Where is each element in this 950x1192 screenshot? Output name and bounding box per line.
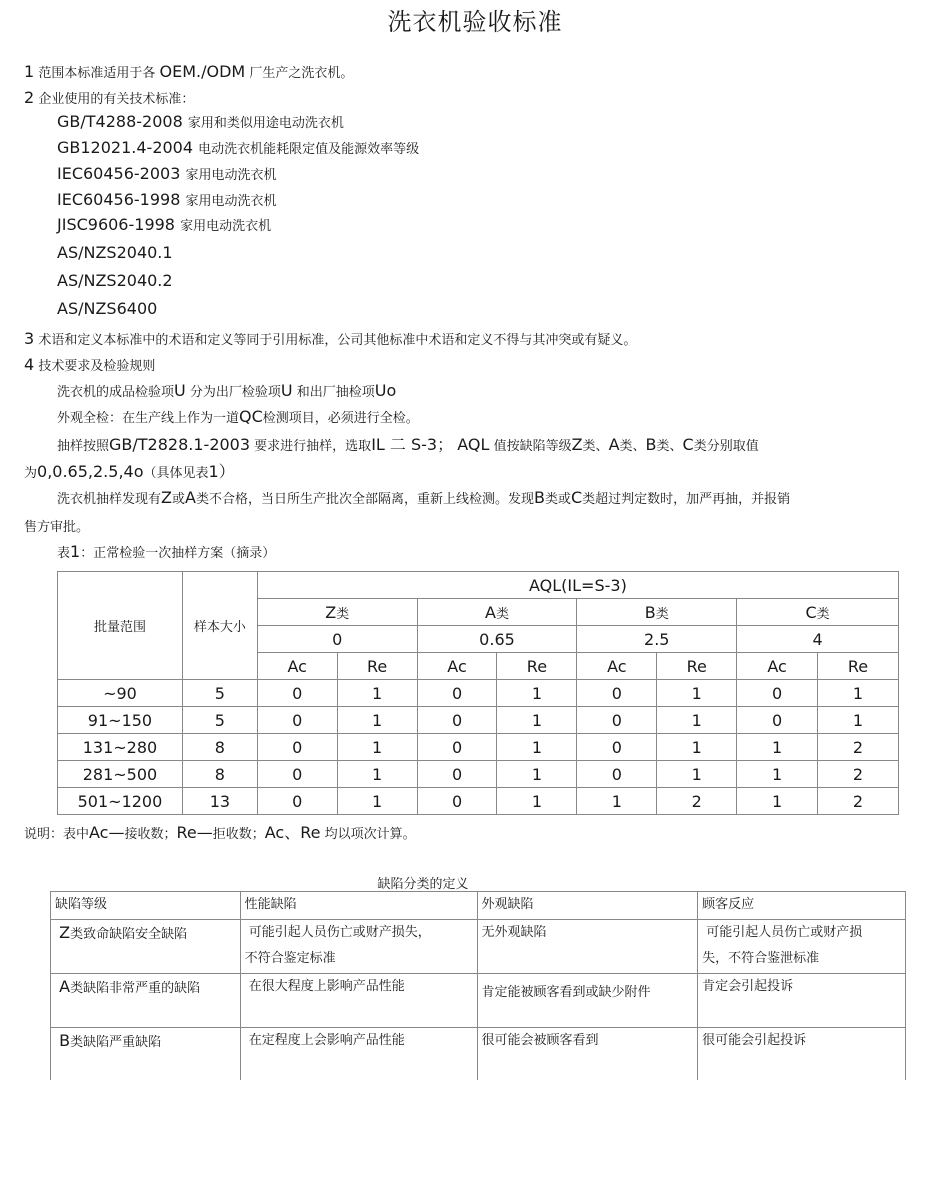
section-4-text: 技术要求及检验规则 — [38, 359, 156, 374]
sample-size: 5 — [182, 707, 257, 734]
cell: 2 — [657, 788, 737, 815]
text-fragment: 失，不符合鉴泄标准 — [702, 951, 820, 966]
ac-header: Ac — [577, 653, 657, 680]
performance-defect — [240, 920, 477, 974]
cell: 1 — [337, 761, 417, 788]
text-fragment: ） — [218, 462, 235, 481]
text-fragment: 在很大程度上影响产品性能 — [244, 979, 405, 994]
standard-code: GB/T4288-2008 — [57, 112, 183, 131]
sampling-paragraph-line-1 — [57, 432, 759, 455]
standard-code: IEC60456-1998 — [57, 190, 181, 209]
text-fragment: 接收数； — [124, 827, 177, 842]
text-fragment: 拒收数； — [212, 827, 265, 842]
table-row — [58, 788, 899, 815]
text-fragment: 可能引起人员伤亡或财产损失， — [244, 925, 431, 940]
text-fragment: Z — [161, 488, 172, 507]
text-fragment: Re— — [176, 823, 213, 842]
standard-code: AS/NZS2040.2 — [57, 271, 173, 290]
standard-code: IEC60456-2003 — [57, 164, 181, 183]
text-fragment: 值按缺陷等级 — [493, 439, 572, 454]
cell: 0 — [417, 734, 497, 761]
standard-item — [57, 271, 173, 290]
text-fragment: 说明：表中 — [24, 827, 90, 842]
table-row — [51, 1028, 906, 1080]
standard-desc: 电动洗衣机能耗限定值及能源效率等级 — [198, 142, 420, 157]
text-fragment: 类、 — [656, 439, 683, 454]
section-2-number: 2 — [24, 88, 35, 107]
defect-level — [51, 920, 241, 974]
ac-header: Ac — [257, 653, 337, 680]
section-4 — [24, 355, 155, 374]
cell: 1 — [337, 734, 417, 761]
text-fragment: 类 — [816, 606, 830, 622]
text-fragment: 类不合格，当日所生产批次全部隔离，重新上线检测。发现 — [195, 492, 534, 507]
text-fragment: ：正常检验一次抽样方案（摘录） — [80, 546, 276, 561]
text-fragment: 类分别取值 — [693, 439, 759, 454]
cell: 0 — [257, 761, 337, 788]
text-fragment: 可能引起人员伤亡或财产损 — [702, 925, 863, 940]
text-fragment: Uo — [374, 381, 397, 400]
text-fragment: 售方审批。 — [24, 520, 90, 535]
defect-classification-table — [50, 891, 906, 1080]
class-c-aql: 4 — [737, 626, 899, 653]
table-row — [58, 680, 899, 707]
text-fragment: 类 — [495, 606, 509, 622]
cell: 1 — [737, 761, 818, 788]
re-header: Re — [497, 653, 577, 680]
class-a-aql: 0.65 — [417, 626, 577, 653]
text-fragment: Z — [571, 435, 583, 454]
section-3-number: 3 — [24, 329, 35, 348]
text-fragment: 类 — [655, 606, 669, 622]
text-fragment: 洗衣机抽样发现有 — [57, 492, 162, 507]
text-fragment: 类 — [336, 606, 350, 622]
text-fragment: 类缺陷非常严重的缺陷 — [70, 981, 201, 996]
cell: 0 — [417, 761, 497, 788]
cell: 1 — [497, 707, 577, 734]
text-fragment: B — [645, 435, 657, 454]
text-fragment: Ac— — [89, 823, 125, 842]
text-fragment: 类缺陷严重缺陷 — [70, 1035, 162, 1050]
section-3-text: 术语和定义本标准中的术语和定义等同于引用标准，公司其他标准中术语和定义不得与其冲突或有疑义。 — [38, 333, 637, 348]
text-fragment: AQL — [457, 435, 490, 454]
section-2-text: 企业使用的有关技术标准： — [38, 92, 195, 107]
cell: 1 — [577, 788, 657, 815]
customer-reaction — [698, 920, 906, 974]
table-row — [58, 734, 899, 761]
standard-desc: 家用电动洗衣机 — [185, 194, 277, 209]
customer-reaction: 肯定会引起投诉 — [698, 974, 906, 1028]
section-3 — [24, 329, 636, 348]
cell: 0 — [577, 734, 657, 761]
appearance-defect: 无外观缺陷 — [477, 920, 698, 974]
sample-size: 5 — [182, 680, 257, 707]
cell: 0 — [577, 707, 657, 734]
appearance-defect: 肯定能被顾客看到或缺少附件 — [477, 974, 698, 1028]
text-fragment: A — [485, 602, 496, 622]
class-c-header — [737, 599, 899, 626]
cell: 0 — [417, 707, 497, 734]
cell: 2 — [818, 734, 899, 761]
cell: 0 — [737, 680, 818, 707]
class-z-header — [257, 599, 417, 626]
cell: 1 — [657, 707, 737, 734]
batch-range: 281~500 — [58, 761, 183, 788]
text-fragment: 类超过判定数时，加严再抽，并报销 — [582, 492, 791, 507]
text-fragment: 0,0.65,2.5,4o — [37, 462, 144, 481]
text-fragment: 要求进行抽样，选取 — [254, 439, 372, 454]
text-fragment: C — [682, 435, 694, 454]
class-b-aql: 2.5 — [577, 626, 737, 653]
text-fragment: IL 二 S-3； — [371, 435, 454, 454]
text-fragment: 类或 — [544, 492, 571, 507]
standard-code: GB12021.4-2004 — [57, 138, 194, 157]
text-fragment: C — [570, 488, 583, 507]
text-fragment: 表 — [57, 546, 71, 561]
re-header: Re — [818, 653, 899, 680]
standard-item — [57, 215, 271, 234]
cell: 1 — [657, 761, 737, 788]
re-header: Re — [337, 653, 417, 680]
cell: 1 — [497, 761, 577, 788]
text-fragment: QC — [239, 407, 263, 426]
class-z-aql: 0 — [257, 626, 417, 653]
sampling-paragraph-line-2 — [24, 459, 235, 482]
section-1-number: 1 — [24, 62, 35, 81]
cell: 0 — [257, 707, 337, 734]
section-2 — [24, 88, 194, 107]
reject-handling-paragraph-line-2 — [24, 516, 89, 535]
text-fragment: 不符合鉴定标准 — [244, 951, 336, 966]
cell: 0 — [737, 707, 818, 734]
defect-level — [51, 1028, 241, 1080]
text-fragment: A — [59, 977, 71, 996]
text-fragment: 抽样按照 — [57, 439, 110, 454]
header-defect-level: 缺陷等级 — [51, 892, 241, 920]
cell: 1 — [818, 680, 899, 707]
text-fragment: B — [533, 488, 545, 507]
aql-sampling-table — [57, 571, 899, 815]
text-fragment: 类、 — [582, 439, 609, 454]
sample-size-header: 样本大小 — [182, 572, 257, 680]
standard-item — [57, 299, 157, 318]
text-fragment: 或 — [171, 492, 185, 507]
batch-range: ~90 — [58, 680, 183, 707]
class-a-header — [417, 599, 577, 626]
text-fragment: U — [174, 381, 186, 400]
performance-defect — [240, 974, 477, 1028]
cell: 0 — [417, 788, 497, 815]
cell: 1 — [497, 788, 577, 815]
text-fragment: 检测项目，必须进行全检。 — [262, 411, 419, 426]
visual-inspection-paragraph — [57, 407, 419, 426]
text-fragment: 均以项次计算。 — [324, 827, 416, 842]
standard-item — [57, 164, 277, 183]
customer-reaction: 很可能会引起投诉 — [698, 1028, 906, 1080]
section-1 — [24, 62, 353, 81]
reject-handling-paragraph-line-1 — [57, 488, 790, 507]
cell: 2 — [818, 761, 899, 788]
standard-desc: 家用电动洗衣机 — [185, 168, 277, 183]
cell: 0 — [257, 788, 337, 815]
text-fragment: B — [59, 1031, 71, 1050]
sample-size: 13 — [182, 788, 257, 815]
standard-desc: 家用电动洗衣机 — [180, 219, 272, 234]
inspection-items-paragraph — [57, 381, 396, 400]
cell: 0 — [417, 680, 497, 707]
defect-level — [51, 974, 241, 1028]
cell: 1 — [497, 680, 577, 707]
text-fragment: Ac、Re — [264, 823, 321, 842]
batch-range: 91~150 — [58, 707, 183, 734]
text-fragment: GB/T2828.1-2003 — [109, 435, 251, 454]
text-fragment: A — [185, 488, 196, 507]
table-row — [51, 920, 906, 974]
text-fragment: 和出厂抽检项 — [296, 385, 375, 400]
section-1-text-pre: 范围本标准适用于各 — [38, 66, 156, 81]
table-1-caption — [57, 542, 275, 561]
appearance-defect: 很可能会被顾客看到 — [477, 1028, 698, 1080]
standard-code: AS/NZS2040.1 — [57, 243, 173, 262]
sample-size: 8 — [182, 734, 257, 761]
standard-desc: 家用和类似用途电动洗衣机 — [187, 116, 344, 131]
text-fragment: 分为出厂检验项 — [189, 385, 281, 400]
header-customer-reaction: 顾客反应 — [698, 892, 906, 920]
text-fragment: B — [644, 602, 656, 622]
text-fragment: 为 — [24, 466, 38, 481]
text-fragment: 1 — [70, 542, 81, 561]
cell: 1 — [497, 734, 577, 761]
sample-size: 8 — [182, 761, 257, 788]
section-1-oem: OEM./ODM — [159, 62, 246, 81]
defect-table-caption: 缺陷分类的定义 — [377, 877, 469, 892]
text-fragment: U — [280, 381, 293, 400]
text-fragment: 洗衣机的成品检验项 — [57, 385, 175, 400]
table-row — [58, 761, 899, 788]
header-appearance-defect: 外观缺陷 — [477, 892, 698, 920]
section-4-number: 4 — [24, 355, 35, 374]
text-fragment: （具体见表 — [143, 466, 209, 481]
table-note — [24, 820, 416, 843]
table-row — [51, 974, 906, 1028]
cell: 1 — [337, 788, 417, 815]
text-fragment: 外观全检：在生产线上作为一道 — [57, 411, 240, 426]
aql-header: AQL(IL=S-3) — [257, 572, 898, 599]
standard-item — [57, 138, 419, 157]
cell: 1 — [657, 680, 737, 707]
batch-range: 501~1200 — [58, 788, 183, 815]
page-title: 洗衣机验收标准 — [387, 8, 563, 36]
text-fragment: 1 — [208, 462, 219, 481]
standard-item — [57, 112, 344, 131]
re-header: Re — [657, 653, 737, 680]
cell: 0 — [257, 734, 337, 761]
cell: 1 — [737, 734, 818, 761]
cell: 2 — [818, 788, 899, 815]
cell: 1 — [657, 734, 737, 761]
text-fragment: A — [608, 435, 620, 454]
table-row — [58, 707, 899, 734]
text-fragment: 类、 — [619, 439, 646, 454]
cell: 1 — [818, 707, 899, 734]
performance-defect — [240, 1028, 477, 1080]
cell: 0 — [577, 761, 657, 788]
standard-code: JISC9606-1998 — [57, 215, 175, 234]
standard-item — [57, 243, 173, 262]
text-fragment: 在定程度上会影响产品性能 — [244, 1033, 405, 1048]
ac-header: Ac — [417, 653, 497, 680]
ac-header: Ac — [737, 653, 818, 680]
text-fragment: C — [805, 602, 817, 622]
text-fragment: Z — [325, 602, 337, 622]
cell: 1 — [337, 707, 417, 734]
batch-range-header: 批量范围 — [58, 572, 183, 680]
cell: 1 — [737, 788, 818, 815]
section-1-text-post: 厂生产之洗衣机。 — [249, 66, 354, 81]
cell: 0 — [577, 680, 657, 707]
cell: 0 — [257, 680, 337, 707]
header-performance-defect: 性能缺陷 — [240, 892, 477, 920]
text-fragment: 类致命缺陷安全缺陷 — [70, 927, 188, 942]
class-b-header — [577, 599, 737, 626]
text-fragment: Z — [59, 923, 71, 942]
batch-range: 131~280 — [58, 734, 183, 761]
standard-item — [57, 190, 277, 209]
standard-code: AS/NZS6400 — [57, 299, 158, 318]
cell: 1 — [337, 680, 417, 707]
